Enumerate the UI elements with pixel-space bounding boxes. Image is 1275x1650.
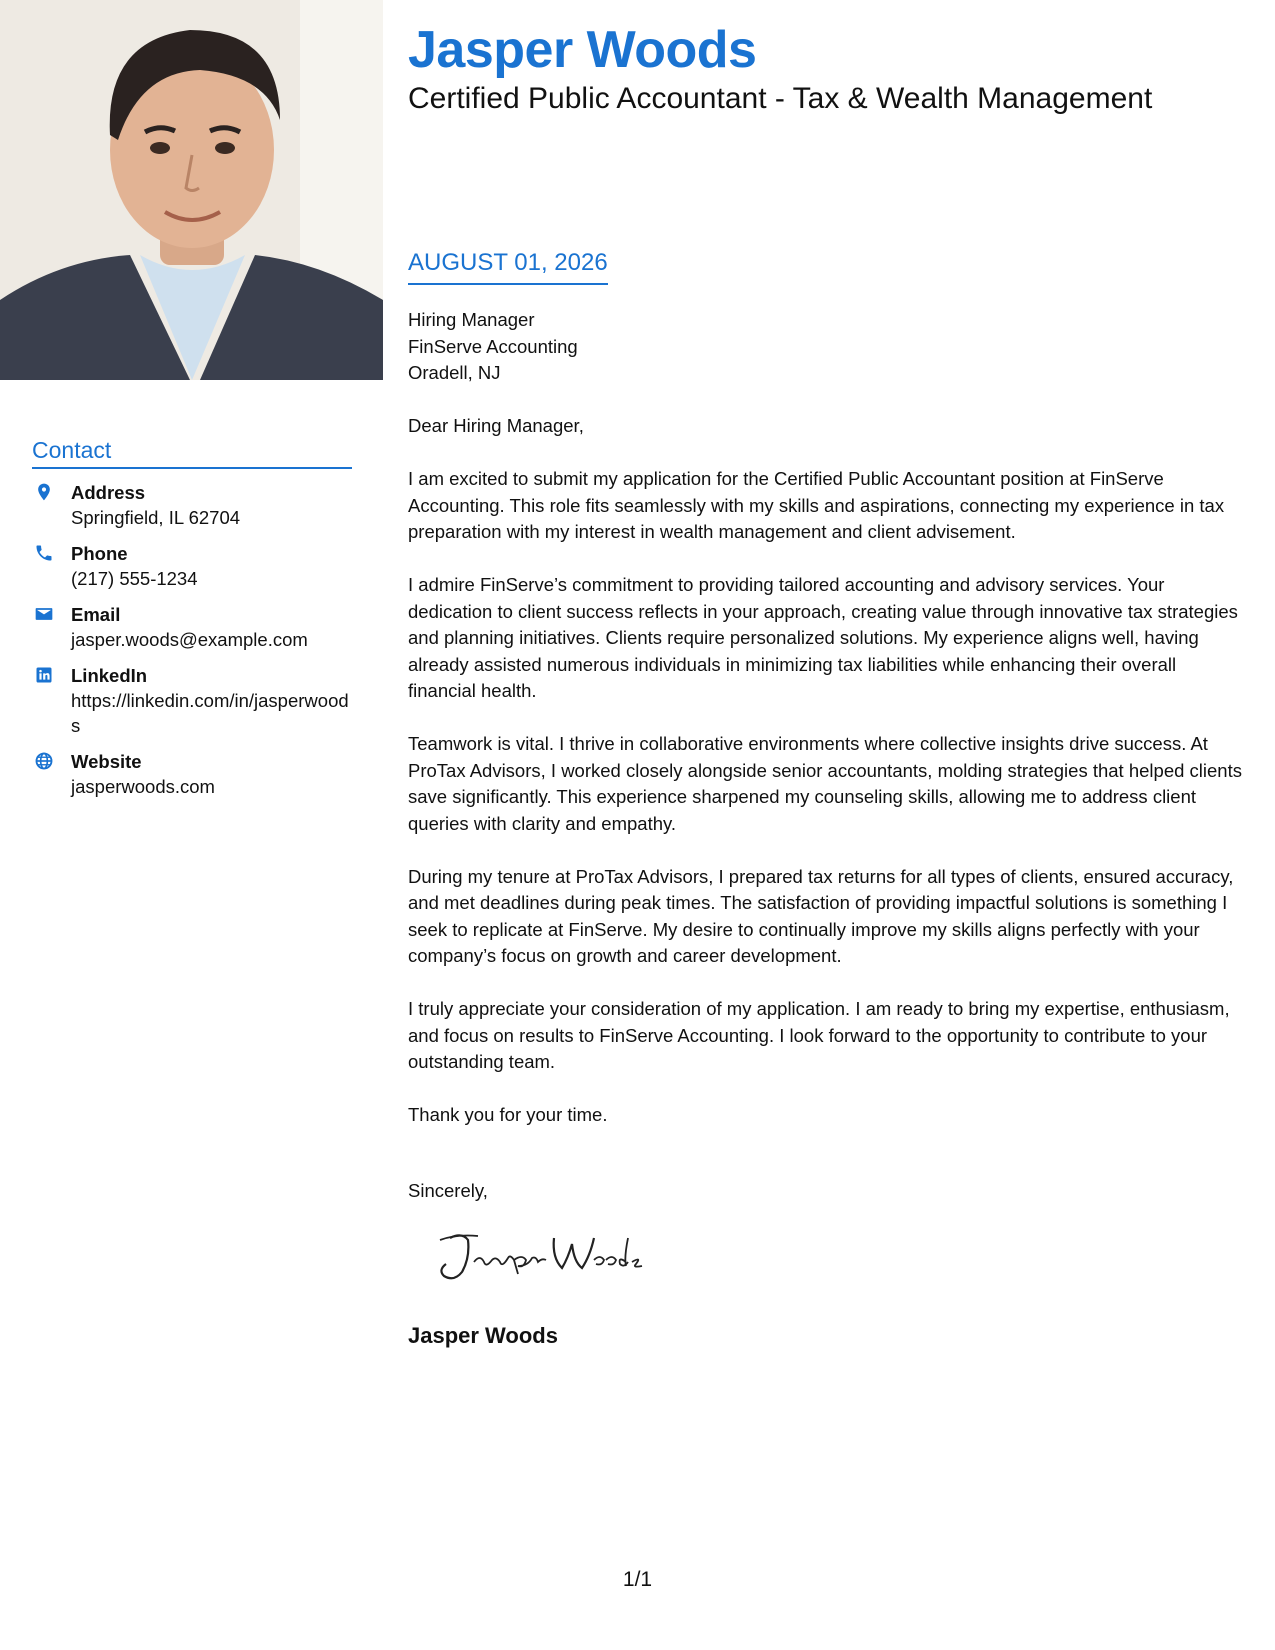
recipient-company: FinServe Accounting [408,335,578,357]
contact-website [32,749,352,799]
contact-website-label: Website [71,751,142,772]
globe-icon [34,751,54,771]
body-paragraph: During my tenure at ProTax Advisors, I prepared tax returns for all types of clients, ensured accuracy, and met deadlines during peak times. The satisfaction of providing impactful solutions is something I seek to replicate at FinServe. My desire to continually improve my skills aligns perfectly with your company’s focus on growth and career development. [408,865,1234,966]
body-paragraph: I am excited to submit my application for the Certified Public Accountant position at FinServe Accounting. This role fits seamlessly with my skills and aspirations, connecting my experience in tax preparation with my interest in wealth management and client advisement. [408,468,1225,542]
salutation: Dear Hiring Manager, [408,415,584,436]
contact-website-value[interactable]: jasperwoods.com [71,776,215,797]
profile-photo [0,0,383,380]
closing: Sincerely, [408,1180,488,1201]
contact-email [32,602,352,652]
applicant-headline: Certified Public Accountant - Tax & Wealth Management [408,82,1153,115]
contact-address-value: Springfield, IL 62704 [71,507,241,528]
body-paragraph: I admire FinServe’s commitment to providing tailored accounting and advisory services. Your dedication to client success reflects in your approach, creating value through innovative tax strategies and planning initiatives. Clients require personalized solutions. My experience aligns well, having already assisted numerous individuals in minimizing tax liabilities while enhancing their overall financial health. [408,574,1238,701]
body-paragraph: Teamwork is vital. I thrive in collaborative environments where collective insights drive success. At ProTax Advisors, I worked closely alongside senior accountants, molding strategies that helped clients save significantly. This experience sharpened my counseling skills, allowing me to address client queries with clarity and empathy. [408,733,1242,834]
phone-icon [34,543,54,563]
letter-body [408,413,1248,1155]
contact-email-value[interactable]: jasper.woods@example.com [71,629,308,650]
contact-section [32,437,352,799]
location-pin-icon [34,482,54,502]
contact-linkedin-value[interactable]: https://linkedin.com/in/jasperwoods [71,690,349,736]
letter-date: AUGUST 01, 2026 [408,249,608,285]
envelope-icon [34,604,54,624]
applicant-name: Jasper Woods [408,21,757,79]
body-paragraph: Thank you for your time. [408,1104,608,1125]
contact-linkedin-label: LinkedIn [71,665,148,686]
contact-phone [32,541,352,591]
page-number: 1/1 [622,1568,653,1591]
signer-name: Jasper Woods [408,1323,558,1348]
handwritten-signature [422,1228,662,1288]
contact-phone-value: (217) 555-1234 [71,568,198,589]
linkedin-icon [34,665,54,685]
contact-heading: Contact [32,437,352,469]
contact-linkedin [32,663,352,738]
recipient-title: Hiring Manager [408,309,535,330]
contact-email-label: Email [71,604,121,625]
contact-address [32,480,352,530]
contact-phone-label: Phone [71,543,128,564]
recipient-block [408,307,578,387]
contact-address-label: Address [71,482,146,503]
body-paragraph: I truly appreciate your consideration of my application. I am ready to bring my expertise, enthusiasm, and focus on results to FinServe Accounting. I look forward to the opportunity to contribute to your outstanding team. [408,998,1230,1072]
recipient-location: Oradell, NJ [408,362,501,383]
